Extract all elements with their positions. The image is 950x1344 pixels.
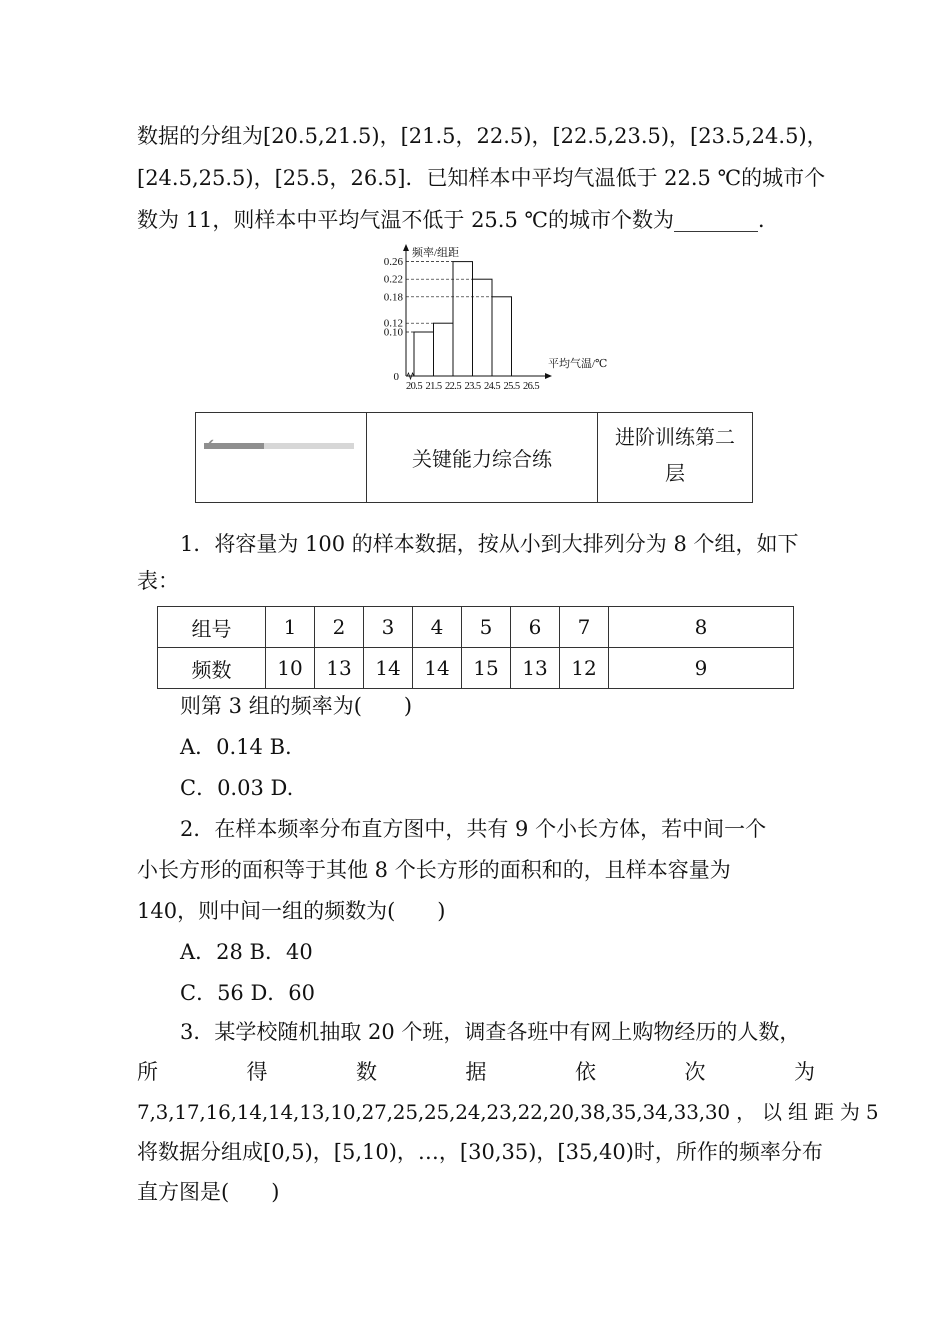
q2-options-ab: A．28 B．40: [180, 940, 313, 964]
table-cell: 3: [364, 607, 413, 648]
q1-stem-line-2: 表：: [137, 569, 179, 593]
x-tick-label: 25.5: [503, 381, 520, 390]
q2-options-cd: C．56 D．60: [180, 981, 316, 1005]
table-cell: 2: [315, 607, 364, 648]
table-cell: 15: [462, 648, 511, 689]
table-cell: 13: [315, 648, 364, 689]
banner-title: 关键能力综合练: [367, 413, 598, 502]
temperature-histogram: [368, 240, 628, 390]
q3-word: 数: [356, 1060, 377, 1084]
q3-line-1: 3．某学校随机抽取 20 个班，调查各班中有网上购物经历的人数，: [180, 1020, 801, 1044]
table-cell: 14: [364, 648, 413, 689]
table-cell: 12: [560, 648, 609, 689]
banner-level: [598, 413, 752, 502]
table-cell: 7: [560, 607, 609, 648]
q1-stem-line-1: 1．将容量为 100 的样本数据，按从小到大排列分为 8 个组，如下: [180, 532, 799, 556]
x-tick-label: 24.5: [484, 381, 500, 390]
table-cell: 14: [413, 648, 462, 689]
x-axis-title: 平均气温/℃: [548, 358, 608, 370]
table-cell: 4: [413, 607, 462, 648]
table-row: [158, 607, 794, 648]
progress-bar: [204, 443, 354, 449]
table-cell: 5: [462, 607, 511, 648]
q3-line-5: 直方图是( ): [137, 1180, 280, 1204]
q3-word: 为: [794, 1060, 815, 1084]
y-tick-label: 0.10: [383, 326, 403, 339]
table-cell: 6: [511, 607, 560, 648]
histogram-bar: [414, 332, 434, 376]
y-tick-label: 0.18: [383, 291, 403, 304]
y-tick-label: 0.26: [383, 256, 403, 269]
intro-line-2: [24.5,25.5)，[25.5，26.5]．已知样本中平均气温低于 22.5 ℃的城市个: [137, 166, 826, 190]
table-cell: 13: [511, 648, 560, 689]
table-header-cell: 组号: [158, 607, 266, 648]
intro-line-3: 数为 11，则样本中平均气温不低于 25.5 ℃的城市个数为________．: [137, 208, 779, 232]
x-tick-label: 20.5: [406, 381, 422, 390]
q1-options-ab: A．0.14 B.: [180, 735, 292, 759]
table-cell: 10: [266, 648, 315, 689]
q3-line-4: 将数据分组成[0,5)，[5,10)，…，[30,35)，[35,40)时，所作的频率分布: [137, 1140, 823, 1164]
q3-word: 依: [575, 1060, 596, 1084]
y-tick-label: 0.22: [383, 273, 403, 286]
table-cell: 8: [609, 607, 794, 648]
q1-options-cd: C．0.03 D.: [180, 776, 294, 800]
y-tick-label: 0.12: [383, 317, 403, 330]
table-cell: 9: [609, 648, 794, 689]
q3-word: 次: [684, 1060, 706, 1084]
q3-word: 所: [137, 1060, 158, 1084]
q3-line-2: [137, 1058, 815, 1086]
x-tick-label: 21.5: [425, 381, 442, 390]
banner-level-line-2: 层: [665, 461, 685, 485]
x-tick-label: 23.5: [464, 381, 481, 390]
q2-line-1: 2．在样本频率分布直方图中，共有 9 个小长方体，若中间一个: [180, 817, 767, 841]
q3-line-3: 7,3,17,16,14,14,13,10,27,25,25,24,23,22,20,38,35,34,33,30 ， 以 组 距 为 5: [137, 1100, 879, 1124]
q1-question: 则第 3 组的频率为( ): [180, 694, 413, 718]
x-tick-label: 22.5: [445, 381, 461, 390]
table-cell: 1: [266, 607, 315, 648]
histogram-bar: [492, 297, 512, 376]
x-tick-label: 26.5: [523, 381, 539, 390]
histogram-bar: [453, 262, 473, 376]
x-axis-arrow: [545, 373, 552, 379]
table-row: [158, 648, 794, 689]
q2-line-3: 140，则中间一组的频数为( ): [137, 899, 446, 923]
origin-label: 0: [393, 371, 399, 383]
frequency-table: [157, 606, 794, 689]
banner-level-line-1: 进阶训练第二: [615, 425, 735, 449]
banner-progress-cell: [196, 413, 367, 502]
q3-word: 据: [465, 1060, 487, 1084]
section-banner: [195, 412, 753, 503]
histogram-bar: [473, 279, 493, 376]
histogram-bar: [434, 323, 454, 376]
q3-word: 得: [246, 1060, 268, 1084]
q2-line-2: 小长方形的面积等于其他 8 个长方形的面积和的，且样本容量为: [137, 858, 731, 882]
table-header-cell: 频数: [158, 648, 266, 689]
intro-line-1: 数据的分组为[20.5,21.5)，[21.5，22.5)，[22.5,23.5)，[23.5,24.5)，: [137, 124, 828, 148]
y-axis-title: 频率/组距: [412, 247, 460, 259]
y-axis-arrow: [403, 244, 409, 251]
progress-bar-fill: [204, 443, 264, 449]
